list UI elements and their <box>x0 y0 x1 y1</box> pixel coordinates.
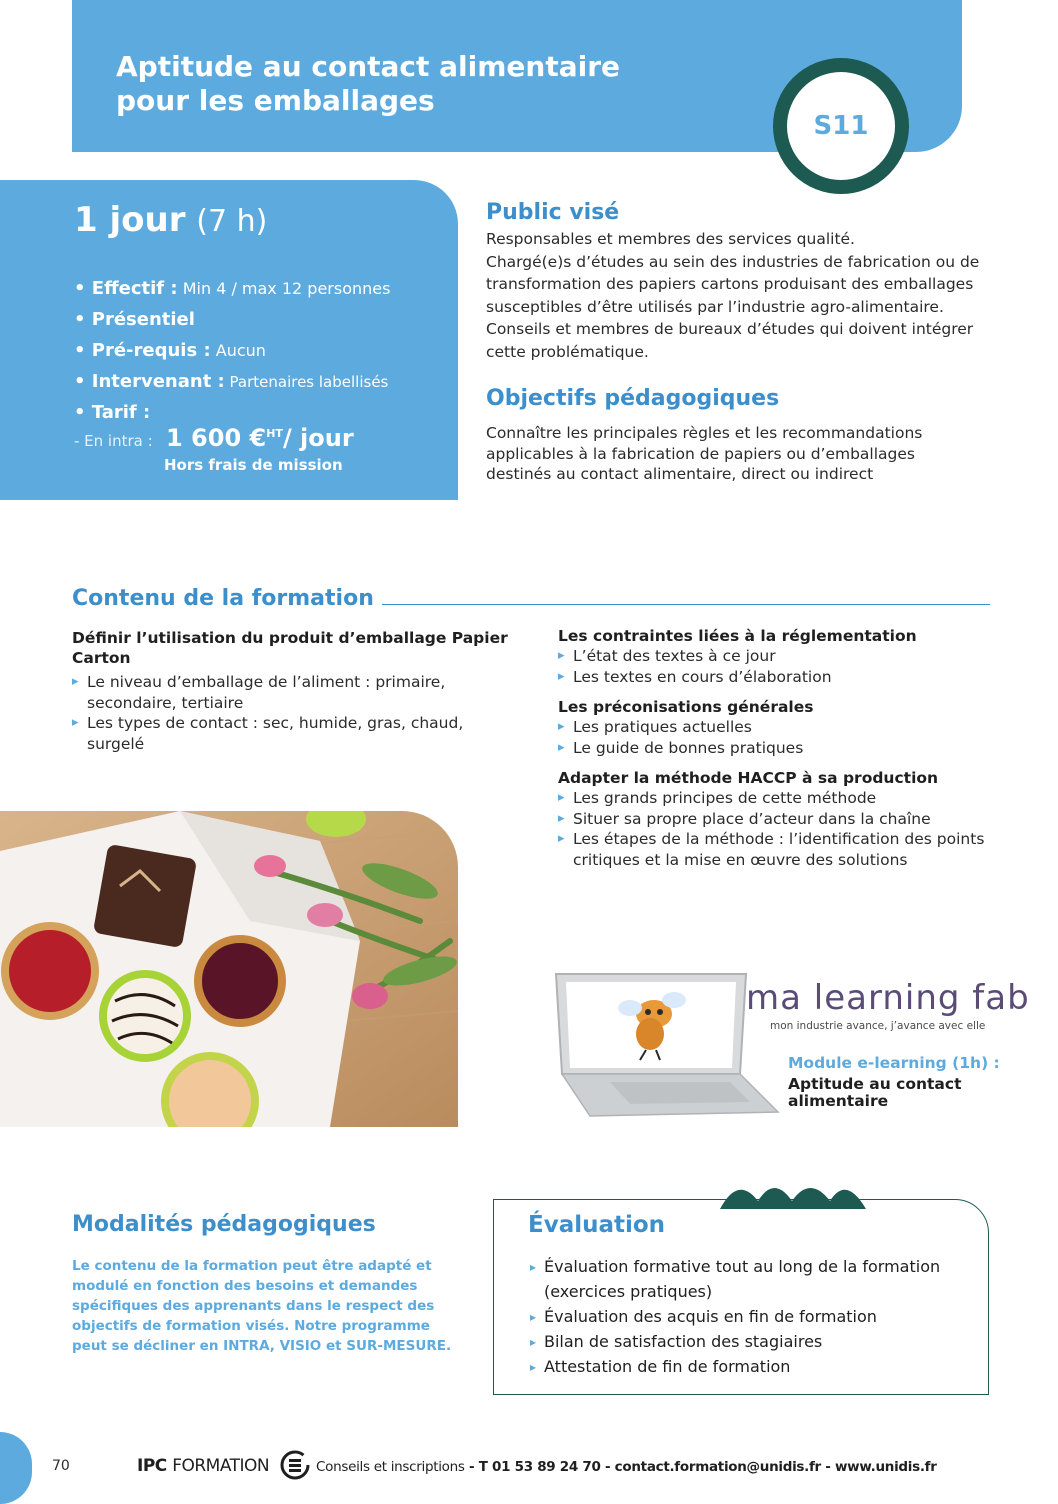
public-line: Conseils et membres de bureaux d’études qui doivent intégrer <box>486 320 974 338</box>
contenu-group <box>558 697 988 758</box>
footer-contact <box>316 1459 937 1475</box>
objectifs-title: Objectifs pédagogiques <box>486 386 780 411</box>
list-item: ▸ L’état des textes à ce jour <box>558 646 988 667</box>
info-label: • Présentiel <box>74 309 195 330</box>
info-label: • Effectif : <box>74 278 178 299</box>
contenu-group-list <box>558 646 988 687</box>
brand-rest: FORMATION <box>172 1456 270 1476</box>
objectifs-text <box>486 423 1006 485</box>
contenu-group <box>558 626 988 687</box>
list-item: ▸ Évaluation formative tout au long de la formation (exercices pratiques) <box>530 1254 970 1304</box>
contact-lead: Conseils et inscriptions <box>316 1459 465 1475</box>
public-title: Public visé <box>486 200 620 225</box>
price <box>166 424 354 452</box>
module-title: Aptitude au contact alimentaire <box>788 1075 962 1110</box>
public-line: Chargé(e)s d’études au sein des industries de fabrication ou de <box>486 252 980 271</box>
info-line-prerequis <box>74 340 266 361</box>
contenu-left-column <box>72 628 512 754</box>
list-item: ▸ Les grands principes de cette méthode <box>558 788 988 809</box>
public-line: susceptibles d’être utilisés par l’industrie agro-alimentaire. <box>486 297 944 316</box>
list-item: ▸ Les types de contact : sec, humide, gras, chaud, surgelé <box>72 713 512 754</box>
contenu-title: Contenu de la formation <box>72 586 374 611</box>
public-line: cette problématique. <box>486 342 649 361</box>
learning-fab-logo: ma learning fab <box>746 978 1030 1018</box>
modalites-title: Modalités pédagogiques <box>72 1212 376 1237</box>
price-sup: HT <box>266 427 283 440</box>
public-text <box>486 228 1006 363</box>
intra-lead: - En intra : <box>74 432 153 450</box>
price-amount: 1 600 € <box>166 424 267 452</box>
info-label: • Intervenant : <box>74 371 225 392</box>
learning-fab-slogan: mon industrie avance, j’avance avec elle <box>770 1020 986 1032</box>
price-unit: / jour <box>282 424 354 452</box>
photo-pastries-tulips-icon <box>0 811 458 1127</box>
module-label: Module e-learning (1h) : <box>788 1054 1000 1072</box>
modalites-text: Le contenu de la formation peut être adapté et modulé en fonction des besoins et demandes spécifiques des apprenants dans le respect des objectifs de formation visés. Notre programme peut se décliner en INTRA, VISIO et SUR-MESURE. <box>72 1258 452 1354</box>
info-label: • Tarif : <box>74 402 151 423</box>
list-item: ▸ Évaluation des acquis en fin de formation <box>530 1304 970 1329</box>
contenu-group-list <box>558 717 988 758</box>
info-line-presentiel <box>74 309 195 330</box>
evaluation-list <box>530 1254 970 1379</box>
info-line-intervenant <box>74 371 388 392</box>
info-label: • Pré-requis : <box>74 340 211 361</box>
contact-details: - T 01 53 89 24 70 - contact.formation@unidis.fr - www.unidis.fr <box>464 1459 937 1475</box>
ipc-logo-icon <box>278 1448 312 1482</box>
list-item: ▸ Situer sa propre place d’acteur dans la chaîne <box>558 809 988 830</box>
duration-hours: (7 h) <box>196 204 268 239</box>
list-item: ▸ Attestation de fin de formation <box>530 1354 970 1379</box>
info-value: Partenaires labellisés <box>224 373 389 391</box>
page-title <box>116 50 676 118</box>
contenu-group-heading: Les contraintes liées à la réglementation <box>558 627 917 645</box>
evaluation-title: Évaluation <box>528 1212 666 1238</box>
contenu-group-heading: Adapter la méthode HACCP à sa production <box>558 769 939 787</box>
contenu-right-column <box>558 626 988 880</box>
info-value: Min 4 / max 12 personnes <box>177 279 391 298</box>
page-number: 70 <box>52 1458 70 1474</box>
course-code-badge <box>773 58 909 194</box>
list-item: ▸ Le guide de bonnes pratiques <box>558 738 988 759</box>
list-item: ▸ Le niveau d’emballage de l’aliment : primaire, secondaire, tertiaire <box>72 672 512 713</box>
list-item: ▸ Les pratiques actuelles <box>558 717 988 738</box>
objectifs-line: applicables à la fabrication de papiers ou d’emballages <box>486 444 915 463</box>
contenu-divider <box>382 604 990 605</box>
brand-name <box>137 1456 269 1476</box>
list-item: ▸ Les textes en cours d’élaboration <box>558 667 988 688</box>
price-note: Hors frais de mission <box>164 456 343 474</box>
brand-bold: IPC <box>137 1456 167 1476</box>
title-line-1: Aptitude au contact alimentaire <box>116 50 621 83</box>
course-code: S11 <box>813 111 869 141</box>
info-line-effectif <box>74 278 390 299</box>
public-line: Responsables et membres des services qualité. <box>486 230 855 248</box>
list-item: ▸ Bilan de satisfaction des stagiaires <box>530 1329 970 1354</box>
duration-days: 1 jour <box>74 200 186 240</box>
duration <box>74 200 267 240</box>
photo-illustration <box>0 811 458 1127</box>
public-line: transformation des papiers cartons produisant des emballages <box>486 275 974 293</box>
info-value: Aucun <box>210 341 266 360</box>
contenu-group-heading: Les préconisations générales <box>558 698 814 716</box>
objectifs-line: destinés au contact alimentaire, direct ou indirect <box>486 465 874 483</box>
contenu-group-list <box>558 788 988 870</box>
page-tab <box>0 1432 32 1504</box>
objectifs-line: Connaître les principales règles et les recommandations <box>486 424 923 442</box>
wave-decoration-icon <box>718 1181 868 1209</box>
list-item: ▸ Les étapes de la méthode : l’identification des points critiques et la mise en œuvre des solutions <box>558 829 988 870</box>
info-line-tarif <box>74 402 150 423</box>
contenu-left-heading: Définir l’utilisation du produit d’emballage Papier Carton <box>72 629 508 667</box>
contenu-group <box>558 768 988 870</box>
contenu-left-list <box>72 672 512 754</box>
title-line-2: pour les emballages <box>116 84 435 117</box>
